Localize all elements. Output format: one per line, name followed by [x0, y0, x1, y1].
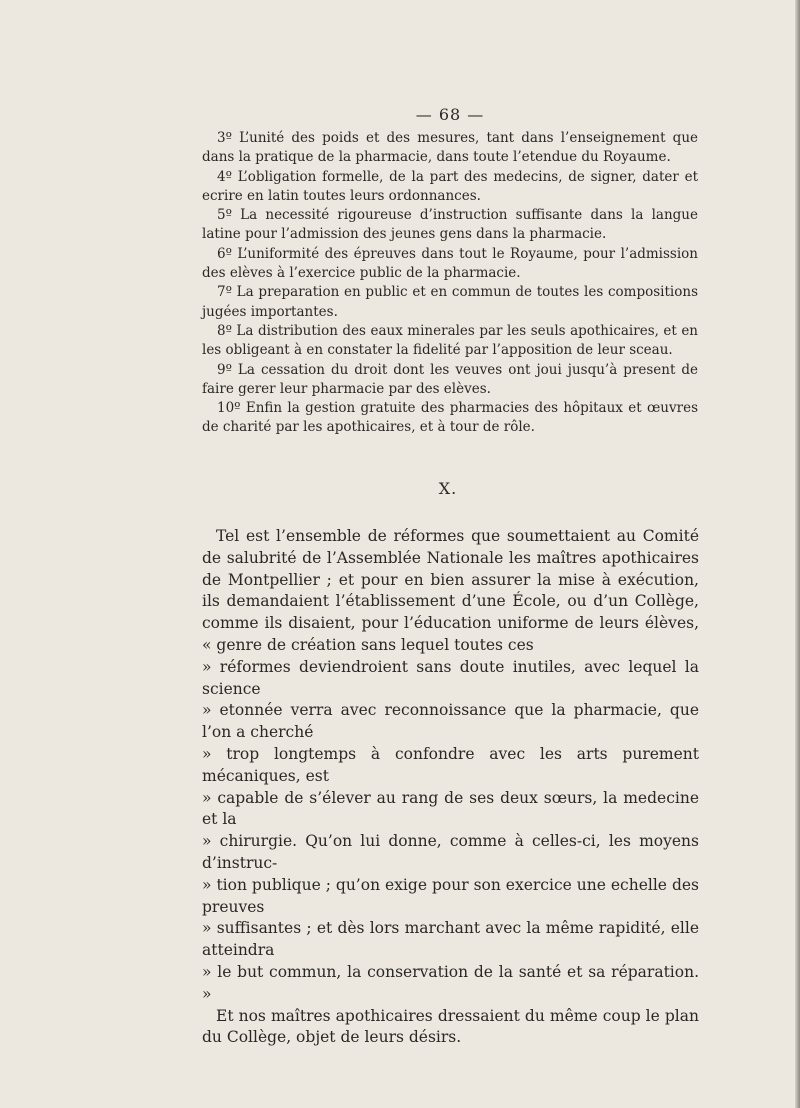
section-heading: X.	[438, 479, 458, 498]
paragraph-2: Et nos maîtres apothicaires dressaient du même coup le plan du Collège, objet de leurs désirs.	[202, 1006, 699, 1047]
list-item: 6º L’uniformité des épreuves dans tout le Royaume, pour l’admission des elèves à l’exercice public de la pharmacie.	[202, 245, 698, 282]
list-item: 4º L’obligation formelle, de la part des medecins, de signer, dater et ecrire en latin toutes leurs ordonnances.	[202, 168, 698, 204]
list-item: 8º La distribution des eaux minerales par les seuls apothicaires, et en les obligeant à en constater la fidelité par l’apposition de leur sceau.	[202, 322, 698, 359]
quote-line: » réformes deviendroient sans doute inutiles, avec lequel la science	[202, 657, 699, 698]
quote-line: » tion publique ; qu’on exige pour son exercice une echelle des preuves	[202, 875, 699, 916]
reform-list	[202, 129, 698, 438]
quotation	[202, 657, 699, 1006]
list-item: 7º La preparation en public et en commun de toutes les compositions jugées importantes.	[202, 284, 698, 320]
quote-line: » etonnée verra avec reconnoissance que la pharmacie, que l’on a cherché	[202, 701, 699, 742]
quote-line: » trop longtemps à confondre avec les arts purement mécaniques, est	[202, 744, 699, 785]
quote-line: » capable de s’élever au rang de ses deux sœurs, la medecine et la	[202, 788, 699, 829]
list-item: 5º La necessité rigoureuse d’instruction suffisante dans la langue latine pour l’admission des jeunes gens dans la pharmacie.	[202, 207, 698, 243]
paragraph-1: Tel est l’ensemble de réformes que soumettaient au Comité de salubrité de l’Assemblée Nationale les maîtres apothicaires de Montpellier ; et pour en bien assurer la mise à exécution, ils demandaient l’établissement d’une École, ou d’un Collège, comme ils disaient, pour l’éducation uniforme de leurs élèves, « genre de création sans lequel toutes ces	[202, 527, 699, 654]
page-number: — 68 —	[415, 105, 485, 124]
list-item: 9º La cessation du droit dont les veuves ont joui jusqu’à present de faire gerer leur pharmacie par des elèves.	[202, 361, 698, 397]
quote-line: » chirurgie. Qu’on lui donne, comme à celles-ci, les moyens d’instruc-	[202, 832, 699, 872]
list-item: 3º L’unité des poids et des mesures, tant dans l’enseignement que dans la pratique de la pharmacie, dans toute l’etendue du Royaume.	[202, 130, 698, 166]
page-edge-shadow	[795, 0, 800, 1108]
list-item: 10º Enfin la gestion gratuite des pharmacies des hôpitaux et œuvres de charité par les apothicaires, et à tour de rôle.	[202, 400, 698, 436]
quote-line: » le but commun, la conservation de la santé et sa réparation. »	[202, 962, 699, 1003]
body-text	[202, 526, 699, 1049]
quote-line: » suffisantes ; et dès lors marchant avec la même rapidité, elle atteindra	[202, 919, 699, 960]
